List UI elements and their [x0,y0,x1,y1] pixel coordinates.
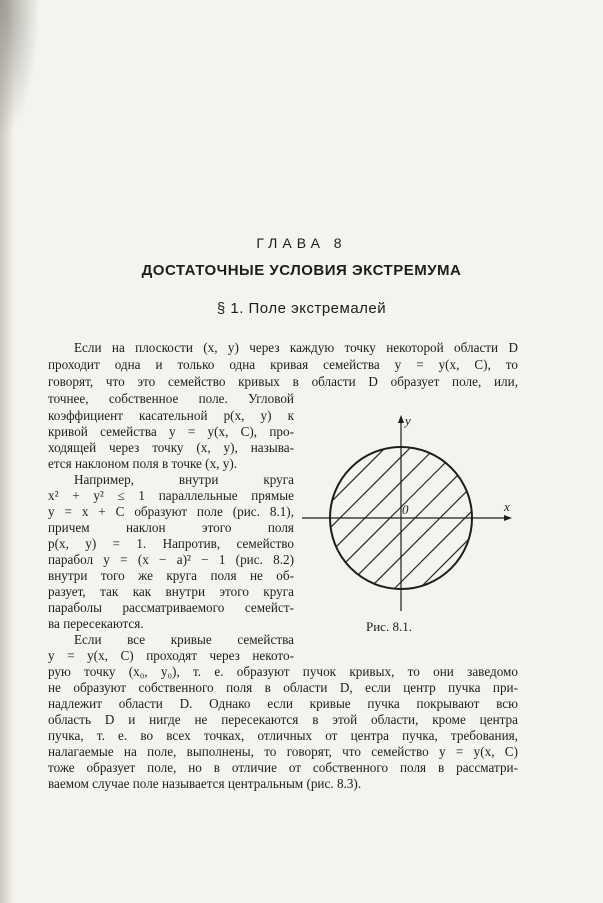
text-line: Если на плоскости (x, y) через каждую точку некоторой области D [74,340,518,355]
figure-caption: Рис. 8.1. [366,619,412,634]
text-line: y = x + C образуют поле (рис. 8.1), [48,504,294,519]
y-axis-arrow-icon [398,415,404,423]
text-line: парабол y = (x − a)² − 1 (рис. 8.2) [48,552,294,567]
text-line: коэффициент касательной p(x, y) к [48,408,294,423]
text-line: тоже образует поле, но в отличие от собственного поля в рассматри- [48,760,518,775]
chapter-heading: ГЛАВА 8 [256,235,347,251]
text-line: ва пересекаются. [48,616,144,631]
section-heading: § 1. Поле экстремалей [216,300,387,317]
text-line: область D и нигде не пересекаются в этой области, кроме центра [48,712,518,727]
text-line: y = y(x, C) проходят через некото- [48,648,294,663]
text-line: ходящей через точку (x, y), называ- [48,440,294,455]
text-line: причем наклон этого поля [48,520,294,535]
y-axis-label: y [405,413,411,428]
text-line: надлежит области D. Однако если кривые пучка покрывают всю [48,696,518,711]
page-corner-shadow [0,0,40,140]
text-line: рую точку (x₀, y₀), т. е. образуют пучок кривых, то они заведомо [48,664,518,679]
text-line: параболы рассматриваемого семейст- [48,600,294,615]
text-line: кривой семейства y = y(x, C), про- [48,424,294,439]
text-line: p(x, y) = 1. Напротив, семейство [48,536,294,551]
x-axis-label: x [504,499,510,514]
text-line: внутри того же круга поля не об- [48,568,294,583]
text-line: проходит одна и только одна кривая семейства y = y(x, C), то [48,357,518,372]
text-line: Если все кривые семейства [74,632,294,647]
chapter-title: ДОСТАТОЧНЫЕ УСЛОВИЯ ЭКСТРЕМУМА [141,262,462,279]
text-line: ваемом случае поле называется центральным (рис. 8.3). [48,776,362,791]
x-axis-arrow-icon [504,515,512,521]
text-line: x² + y² ≤ 1 параллельные прямые [48,488,294,503]
figure-8-1 [300,413,525,618]
text-line: говорят, что это семейство кривых в области D образует поле, или, [48,374,518,389]
origin-label: 0 [402,502,409,517]
text-line: Например, внутри круга [74,472,294,487]
figure-8-1-diagram [300,413,525,618]
text-line: разует, так как внутри этого круга [48,584,294,599]
text-line: точнее, собственное поле. Угловой [48,391,294,406]
text-line: налагаемые на поле, выполнены, то говорят, что семейство y = y(x, C) [48,744,518,759]
text-line: пучка, т. е. во всех точках, отличных от центра пучка, требования, [48,728,518,743]
text-line: не образуют собственного поля в области D, если центр пучка при- [48,680,518,695]
text-line: ется наклоном поля в точке (x, y). [48,456,238,471]
